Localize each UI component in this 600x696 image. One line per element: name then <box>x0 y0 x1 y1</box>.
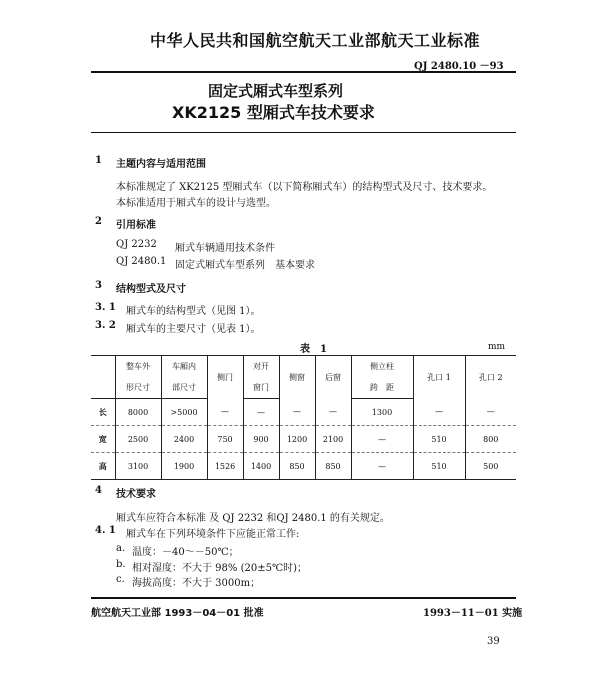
table-cell: 2400 <box>161 426 207 453</box>
table-cell: — <box>465 399 516 426</box>
table-header-cell: 跨 距 <box>351 377 413 399</box>
table-cell: — <box>351 453 413 480</box>
table-cell: 1900 <box>161 453 207 480</box>
clause-4-1-text: 厢式车在下列环境条件下应能正常工作: <box>126 529 300 540</box>
section-4-paragraph: 厢式车应符合本标准 及 QJ 2232 和QJ 2480.1 的有关规定。 <box>116 513 390 524</box>
table-cell: 800 <box>465 426 516 453</box>
table-caption: 表 1 <box>300 344 327 355</box>
section-1-number: 1 <box>95 155 102 166</box>
condition-b-mark: b. <box>116 559 126 570</box>
document-title-line2: XK2125 型厢式车技术要求 <box>172 103 375 122</box>
implementation-date: 1993－11－01 实施 <box>423 608 523 619</box>
table-header-cell: 侧立柱 <box>351 356 413 378</box>
table-header-cell: 窗门 <box>243 377 279 399</box>
footer-rule <box>91 597 516 599</box>
section-3-heading: 结构型式及尺寸 <box>116 284 186 295</box>
clause-3-1-text: 厢式车的结构型式（见图 1）。 <box>126 306 261 317</box>
section-4-heading: 技术要求 <box>116 489 156 500</box>
table-cell: 1400 <box>243 453 279 480</box>
table-cell: 500 <box>465 453 516 480</box>
reference-1-title: 厢式车辆通用技术条件 <box>175 243 275 254</box>
table-row <box>91 426 516 453</box>
table-header-cell: 侧窗 <box>279 356 315 399</box>
section-2-number: 2 <box>95 216 102 227</box>
reference-2-title: 固定式厢式车型系列 基本要求 <box>175 260 315 271</box>
table-unit: mm <box>488 342 506 352</box>
standard-number: QJ 2480.10 －93 <box>414 61 504 72</box>
table-cell: 510 <box>413 426 465 453</box>
section-1-heading: 主题内容与适用范围 <box>116 159 206 170</box>
table-cell: — <box>243 399 279 426</box>
clause-3-2-text: 厢式车的主要尺寸（见表 1）。 <box>126 324 261 335</box>
table-header-cell: 整车外 <box>115 356 161 378</box>
title-rule <box>91 132 516 133</box>
table-cell: 2500 <box>115 426 161 453</box>
section-2-heading: 引用标准 <box>116 220 156 231</box>
table-header-cell: 孔口 1 <box>413 356 465 399</box>
condition-c-text: 海拔高度：不大于 3000m； <box>132 578 261 589</box>
condition-a-mark: a. <box>116 543 126 554</box>
reference-1-code: QJ 2232 <box>116 239 157 250</box>
table-row <box>91 399 516 426</box>
condition-a-text: 温度：－40～－50℃； <box>132 547 239 558</box>
table-header-cell: 车厢内 <box>161 356 207 378</box>
table-cell: 8000 <box>115 399 161 426</box>
section-1-paragraph-2: 本标准适用于厢式车的设计与选型。 <box>116 198 276 209</box>
table-cell: 850 <box>279 453 315 480</box>
dimensions-table <box>91 355 516 480</box>
table-cell: — <box>413 399 465 426</box>
condition-b-text: 相对湿度：不大于 98% (20±5℃时)； <box>132 563 308 574</box>
table-header-cell: 部尺寸 <box>161 377 207 399</box>
reference-2-code: QJ 2480.1 <box>116 256 167 267</box>
table-row <box>91 453 516 480</box>
table-cell: 2100 <box>315 426 351 453</box>
table-header-cell: 对开 <box>243 356 279 378</box>
table-cell: — <box>351 426 413 453</box>
row-label: 宽 <box>91 426 115 453</box>
table-cell: 1200 <box>279 426 315 453</box>
table-cell: 1526 <box>207 453 243 480</box>
table-header-corner <box>91 356 115 378</box>
clause-3-2-number: 3. 2 <box>95 320 116 331</box>
section-1-paragraph-1: 本标准规定了 XK2125 型厢式车（以下简称厢式车）的结构型式及尺寸、技术要求。 <box>116 182 493 193</box>
table-cell: — <box>279 399 315 426</box>
table-cell: 3100 <box>115 453 161 480</box>
approval-date: 航空航天工业部 1993－04－01 批准 <box>91 608 264 619</box>
clause-3-1-number: 3. 1 <box>95 302 116 313</box>
table-cell: 900 <box>243 426 279 453</box>
row-label: 长 <box>91 399 115 426</box>
table-cell: 510 <box>413 453 465 480</box>
table-header-cell: 侧门 <box>207 356 243 399</box>
section-4-number: 4 <box>95 485 102 496</box>
table-cell: — <box>207 399 243 426</box>
table-cell: 1300 <box>351 399 413 426</box>
clause-4-1-number: 4. 1 <box>95 525 116 536</box>
document-title-line1: 固定式厢式车型系列 <box>208 82 344 100</box>
table-header-cell: 形尺寸 <box>115 377 161 399</box>
table-cell: >5000 <box>161 399 207 426</box>
page-number: 39 <box>487 636 500 647</box>
table-header-cell: 孔口 2 <box>465 356 516 399</box>
table-header-corner <box>91 377 115 399</box>
condition-c-mark: c. <box>116 574 125 585</box>
table-cell: — <box>315 399 351 426</box>
section-3-number: 3 <box>95 280 102 291</box>
table-header-cell: 后窗 <box>315 356 351 399</box>
row-label: 高 <box>91 453 115 480</box>
table-cell: 850 <box>315 453 351 480</box>
table-header-row-1 <box>91 356 516 378</box>
header-rule <box>91 71 516 73</box>
table-cell: 750 <box>207 426 243 453</box>
issuing-organization: 中华人民共和国航空航天工业部航天工业标准 <box>150 31 481 50</box>
